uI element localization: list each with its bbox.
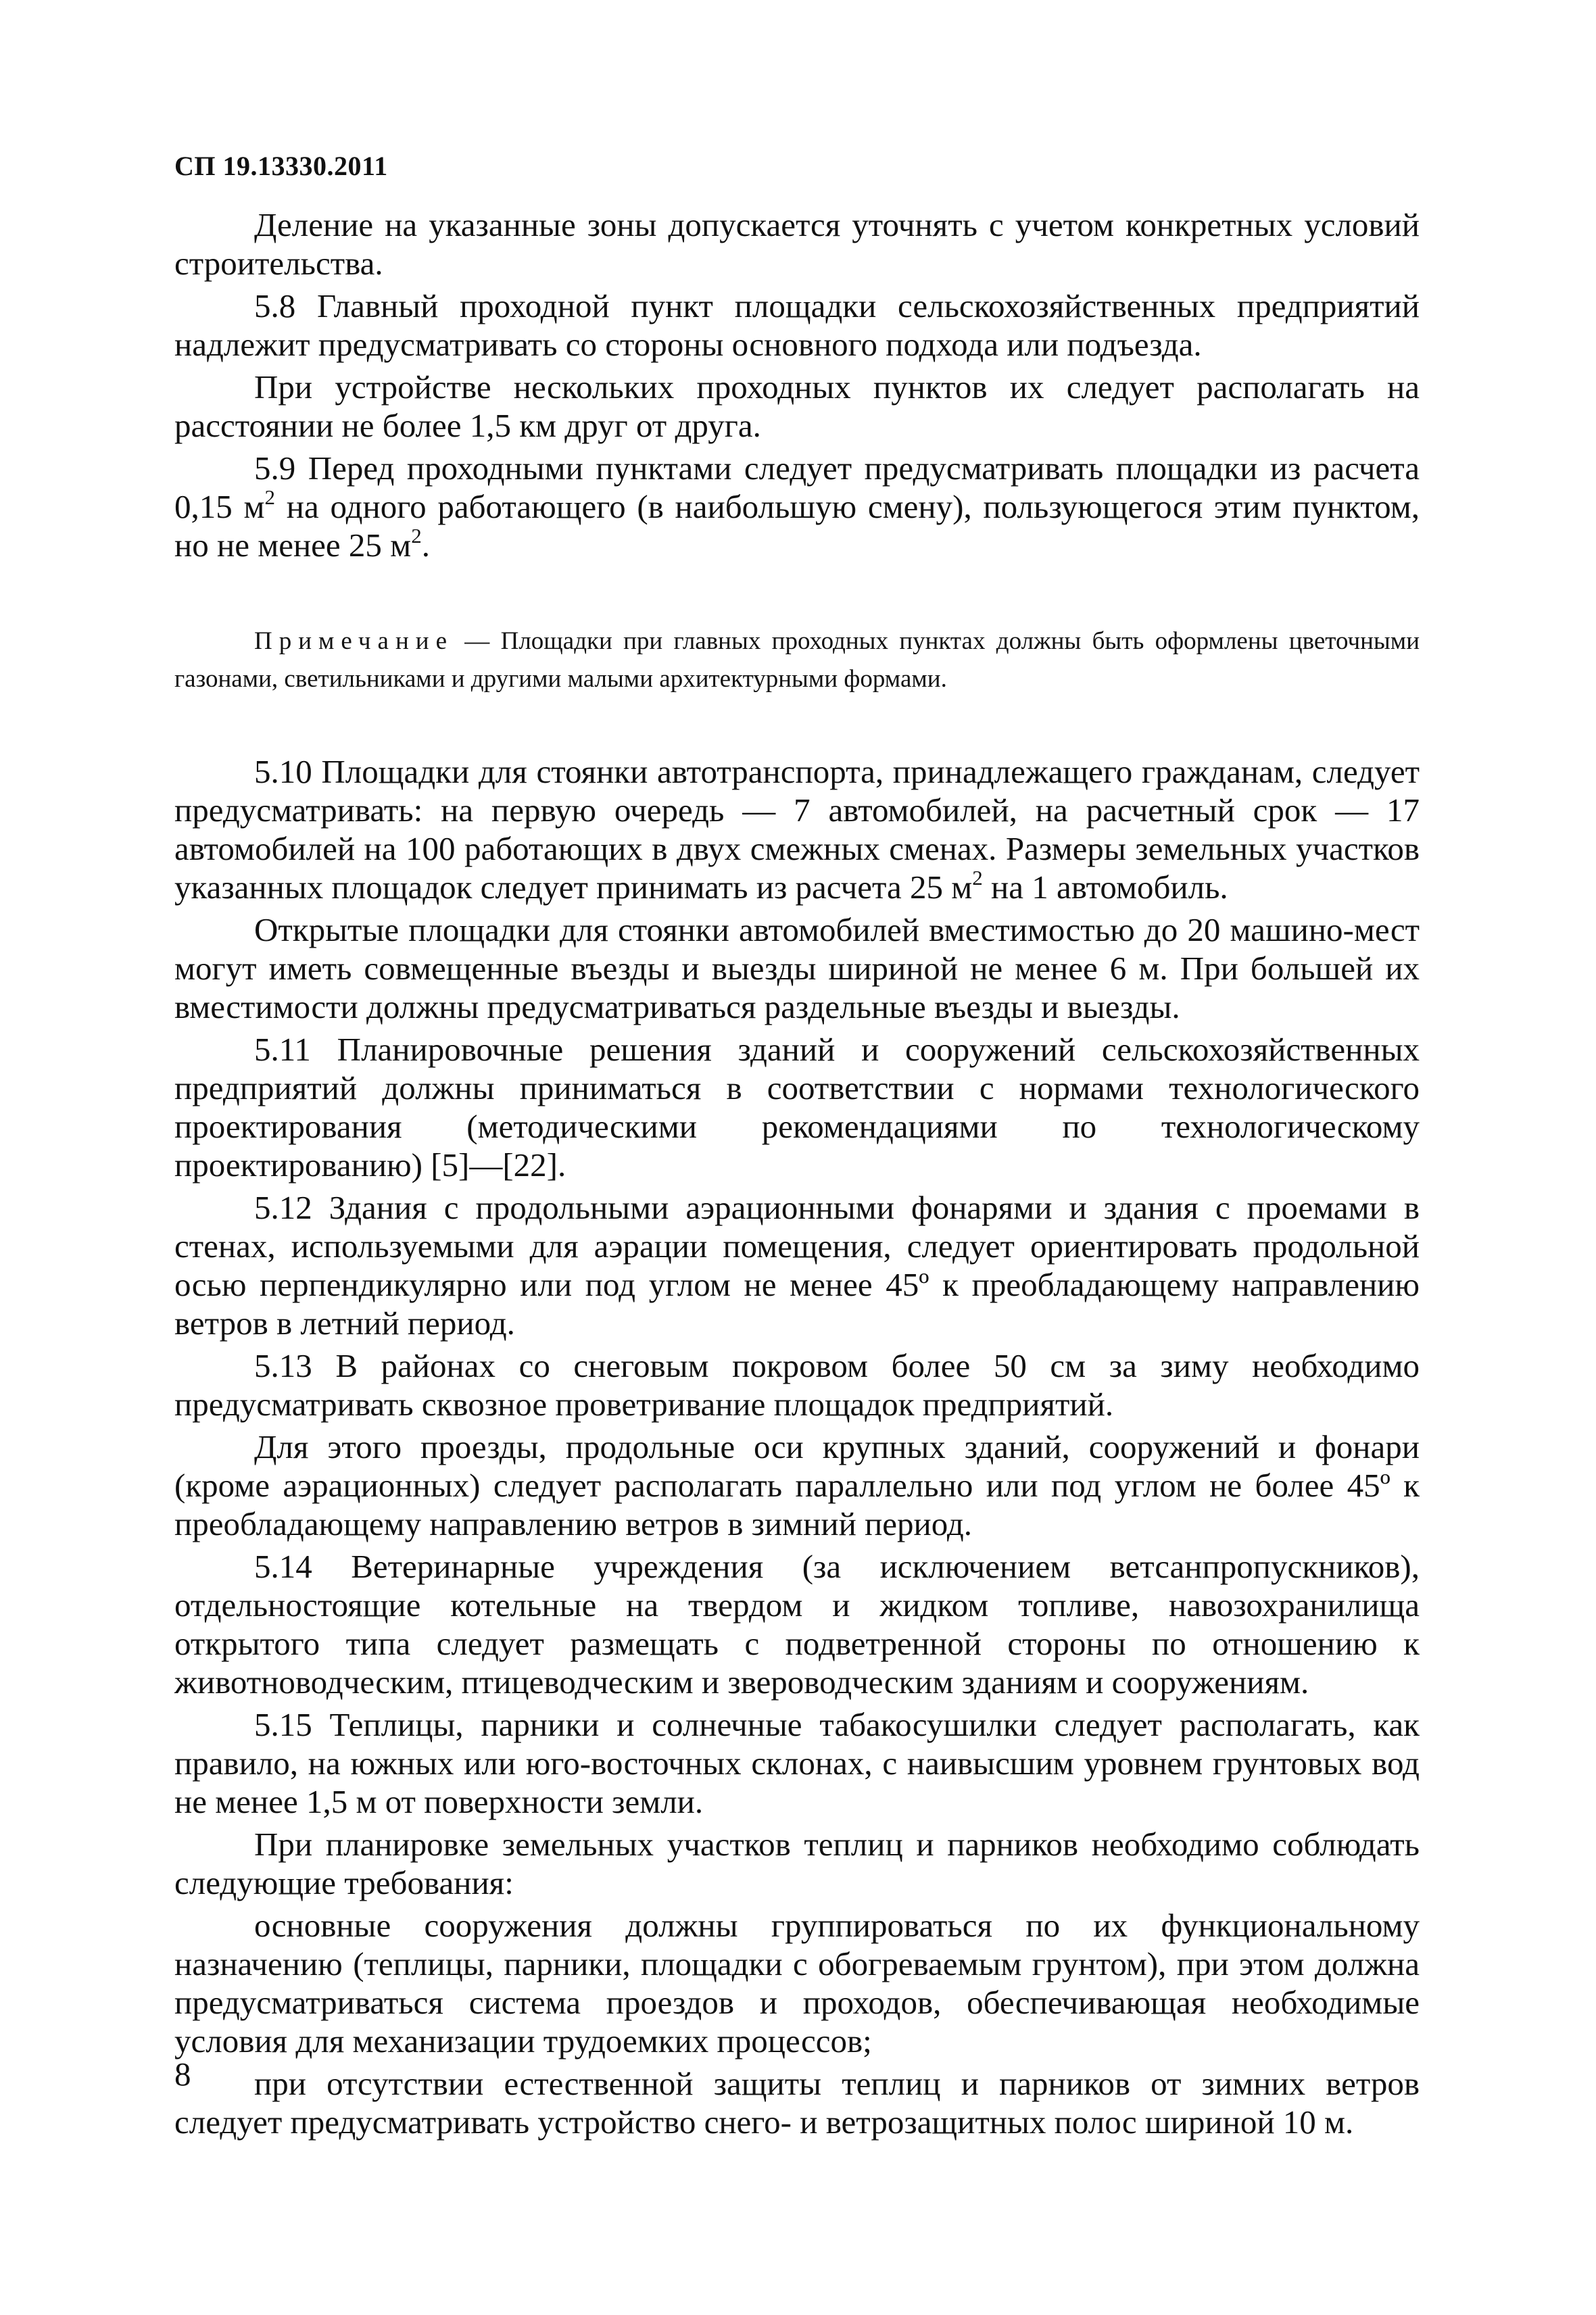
clause-5-14: 5.14 Ветеринарные учреждения (за исключением ветсанпропускников), отдельностоящие котельные на твердом и жидком топливе, навозохранилища открытого типа следует размещать с подветренной стороны по отношению к животноводческим, птицеводческим и звероводческим зданиям и сооружениям. [174,1548,1420,1701]
page-number: 8 [174,2055,191,2093]
superscript: 2 [264,485,276,509]
paragraph: При планировке земельных участков теплиц и парников необходимо соблюдать следующие требования: [174,1826,1420,1901]
clause-5-12: 5.12 Здания с продольными аэрационными фонарями и здания с проемами в стенах, используемыми для аэрации помещения, следует ориентировать продольной осью перпендикулярно или под углом не менее 45º к преобладающему направлению ветров в летний период. [174,1189,1420,1342]
clause-5-13: 5.13 В районах со снеговым покровом более 50 см за зиму необходимо предусматривать сквозное проветривание площадок предприятий. [174,1347,1420,1423]
text-run: на одного работающего (в наибольшую смену), пользующегося этим пунктом, но не менее 25 м [174,488,1420,564]
note-label: Примечание [254,627,454,655]
clause-5-9 [174,449,1420,564]
paragraph: Открытые площадки для стоянки автомобилей вместимостью до 20 машино-мест могут иметь совмещенные въезды и выезды шириной не менее 6 м. При большей их вместимости должны предусматриваться раздельные въезды и выезды. [174,911,1420,1025]
superscript: 2 [972,866,983,890]
clause-5-8: 5.8 Главный проходной пункт площадки сельскохозяйственных предприятий надлежит предусматривать со стороны основного подхода или подъезда. [174,287,1420,363]
paragraph: Для этого проезды, продольные оси крупных зданий, сооружений и фонари (кроме аэрационных) следует располагать параллельно или под углом не более 45º к преобладающему направлению ветров в зимний период. [174,1428,1420,1542]
note-text: Площадки при главных проходных пунктах должны быть оформлены цветочными газонами, светильниками и другими малыми архитектурными формами. [174,627,1420,693]
clause-5-10 [174,752,1420,906]
text-run: 5.10 Площадки для стоянки автотранспорта, принадлежащего гражданам, следует предусматривать: на первую очередь — 7 автомобилей, на расчетный срок — 17 автомобилей на 100 работающих в двух смежных сменах. Размеры земельных участков указанных площадок следует принимать из расчета 25 м [174,753,1420,906]
note-dash: — [454,627,501,655]
text-run: 5.9 Перед проходными пунктами следует предусматривать площадки из расчета 0,15 м [174,449,1420,525]
list-item: основные сооружения должны группироваться по их функциональному назначению (теплицы, парники, площадки с обогреваемым грунтом), при этом должна предусматриваться система проездов и проходов, обеспечивающая необходимые условия для механизации трудоемких процессов; [174,1907,1420,2060]
clause-5-15: 5.15 Теплицы, парники и солнечные табакосушилки следует располагать, как правило, на южных или юго-восточных склонах, с наивысшим уровнем грунтовых вод не менее 1,5 м от поверхности земли. [174,1706,1420,1820]
document-code: СП 19.13330.2011 [174,151,388,181]
paragraph: Деление на указанные зоны допускается уточнять с учетом конкретных условий строительства. [174,206,1420,282]
text-run: . [421,527,430,564]
note [174,623,1420,698]
text-run: на 1 автомобиль. [982,869,1228,906]
list-item: при отсутствии естественной защиты теплиц и парников от зимних ветров следует предусматривать устройство снего- и ветрозащитных полос шириной 10 м. [174,2065,1420,2141]
superscript: 2 [411,524,422,547]
clause-5-11: 5.11 Планировочные решения зданий и сооружений сельскохозяйственных предприятий должны приниматься в соответствии с нормами технологического проектирования (методическими рекомендациями по технологическому проектированию) [5]—[22]. [174,1031,1420,1184]
paragraph: При устройстве нескольких проходных пунктов их следует располагать на расстоянии не более 1,5 км друг от друга. [174,368,1420,444]
document-body [174,205,1420,2141]
